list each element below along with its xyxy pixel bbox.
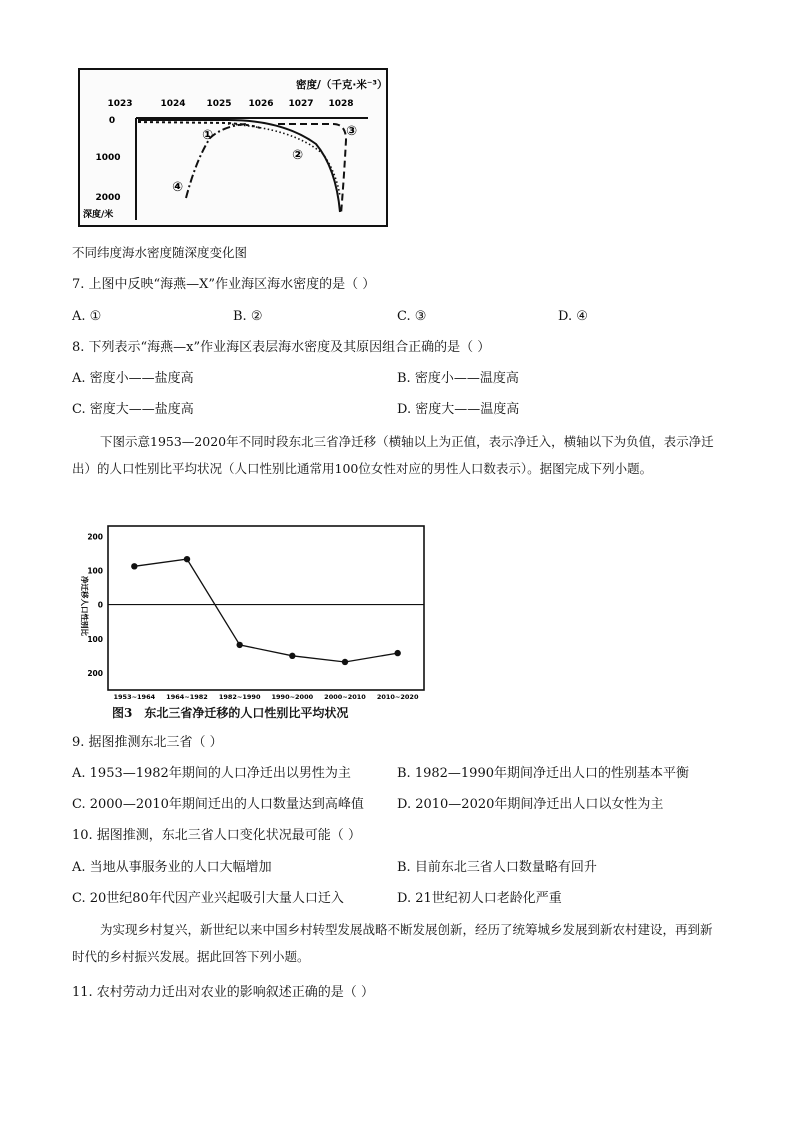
data-point xyxy=(236,642,242,648)
q10-option-c: C. 20世纪80年代因产业兴起吸引大量人口迁入 xyxy=(72,891,344,906)
sex-ratio-figure xyxy=(72,520,428,720)
data-point xyxy=(131,563,137,569)
q10-option-a: A. 当地从事服务业的人口大幅增加 xyxy=(72,860,272,875)
y-axis-label: 深度/米 xyxy=(83,210,114,220)
q9-option-b: B. 1982—1990年期间净迁出人口的性别基本平衡 xyxy=(397,766,689,781)
figure2-caption: 图3 东北三省净迁移的人口性别比平均状况 xyxy=(112,706,349,720)
x-tick: 1025 xyxy=(206,99,232,109)
q7-option-d: D. ④ xyxy=(558,309,588,324)
y-tick-label: 0 xyxy=(97,600,103,610)
axis-title: 密度/（千克·米⁻³） xyxy=(296,79,388,91)
x-tick: 1023 xyxy=(107,99,133,109)
intro-paragraph-3: 为实现乡村复兴，新世纪以来中国乡村转型发展战略不断发展创新，经历了统筹城乡发展到新农村建设，再到新时代的乡村振兴发展。据此回答下列小题。 xyxy=(72,922,713,964)
sex-ratio-chart xyxy=(72,520,428,720)
data-point xyxy=(184,556,190,562)
x-tick-label: 1990~2000 xyxy=(271,693,314,701)
density-depth-figure xyxy=(78,68,388,228)
q10-option-d: D. 21世纪初人口老龄化严重 xyxy=(397,891,562,906)
data-point xyxy=(289,653,295,659)
x-tick: 1028 xyxy=(328,99,354,109)
x-tick: 1027 xyxy=(288,99,314,109)
curve-label-3: ③ xyxy=(346,124,358,139)
q9-option-a: A. 1953—1982年期间的人口净迁出以男性为主 xyxy=(72,766,351,781)
q7-option-b: B. ② xyxy=(233,309,263,324)
q8-option-d: D. 密度大——温度高 xyxy=(397,402,520,417)
q7-stem: 7. 上图中反映“海燕—X”作业海区海水密度的是（ ） xyxy=(72,277,376,292)
q9-option-c: C. 2000—2010年期间迁出的人口数量达到高峰值 xyxy=(72,797,364,812)
y-tick-label: 200 xyxy=(87,668,103,678)
density-depth-chart xyxy=(78,68,388,228)
q10-option-b: B. 目前东北三省人口数量略有回升 xyxy=(397,860,597,875)
y-tick: 0 xyxy=(108,116,116,126)
x-tick-label: 2010~2020 xyxy=(376,693,419,701)
y-tick-label: 100 xyxy=(87,566,103,576)
x-tick-label: 2000~2010 xyxy=(324,693,366,701)
plot-frame xyxy=(108,526,424,690)
y-axis-label: 净迁移人口性别比 xyxy=(80,576,89,636)
x-tick-label: 1953~1964 xyxy=(113,693,156,701)
y-tick-label: 200 xyxy=(87,532,103,542)
q9-stem: 9. 据图推测东北三省（ ） xyxy=(72,735,223,750)
x-tick: 1024 xyxy=(160,99,186,109)
q10-stem: 10. 据图推测，东北三省人口变化状况最可能（ ） xyxy=(72,828,361,843)
q7-option-a: A. ① xyxy=(72,309,102,324)
data-point xyxy=(394,650,400,656)
curve-label-1: ① xyxy=(202,128,214,143)
intro-paragraph-2: 下图示意1953—2020年不同时段东北三省净迁移（横轴以上为正值，表示净迁入，横轴以下为负值，表示净迁出）的人口性别比平均状况（人口性别比通常用100位女性对应的男性人口数表示）。据图完成下列小题。 xyxy=(72,434,714,476)
q8-option-b: B. 密度小——温度高 xyxy=(397,371,519,386)
y-tick-label: 100 xyxy=(87,634,103,644)
x-tick: 1026 xyxy=(248,99,274,109)
y-tick: 2000 xyxy=(95,193,121,203)
y-tick: 1000 xyxy=(95,153,121,163)
figure-frame xyxy=(79,69,387,226)
q8-option-c: C. 密度大——盐度高 xyxy=(72,402,194,417)
q9-option-d: D. 2010—2020年期间净迁出人口以女性为主 xyxy=(397,797,664,812)
x-tick-label: 1964~1982 xyxy=(166,693,208,701)
x-tick-label: 1982~1990 xyxy=(218,693,261,701)
curve-label-4: ④ xyxy=(172,180,184,195)
q7-option-c: C. ③ xyxy=(397,309,427,324)
curve-label-2: ② xyxy=(292,148,304,163)
q8-stem: 8. 下列表示“海燕—x”作业海区表层海水密度及其原因组合正确的是（ ） xyxy=(72,340,491,355)
q11-stem: 11. 农村劳动力迁出对农业的影响叙述正确的是（ ） xyxy=(72,985,374,1000)
q8-option-a: A. 密度小——盐度高 xyxy=(72,371,194,386)
data-point xyxy=(342,659,348,665)
figure1-caption: 不同纬度海水密度随深度变化图 xyxy=(72,245,248,260)
